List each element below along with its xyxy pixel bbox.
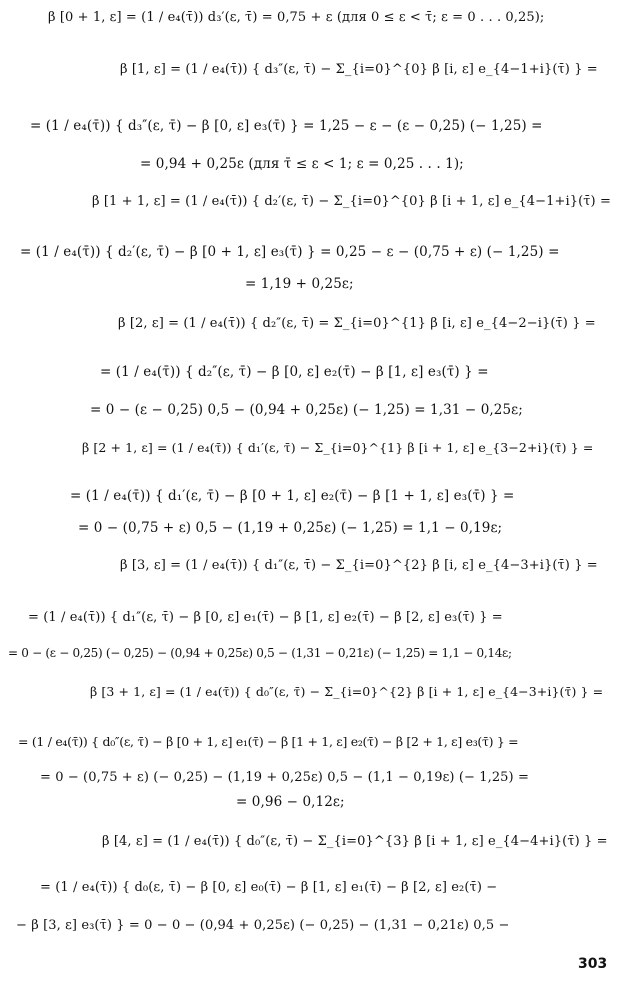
equation-line: = 0,96 − 0,12ε; <box>236 794 345 810</box>
equation-line: = (1 / e₄(τ̄)) { d₂′(ε, τ̄) − β [0 + 1, ε] e₃(τ̄) } = 0,25 − ε − (0,75 + ε) (− 1,25) = <box>20 244 560 260</box>
equation-line: β [2, ε] = (1 / e₄(τ̄)) { d₂″(ε, τ̄) = Σ_{i=0}^{1} β [i, ε] e_{4−2−i}(τ̄) } = <box>118 316 596 331</box>
page-number: 303 <box>578 956 608 972</box>
equation-line: − β [3, ε] e₃(τ̄) } = 0 − 0 − (0,94 + 0,25ε) (− 0,25) − (1,31 − 0,21ε) 0,5 − <box>16 918 510 933</box>
equation-line: = (1 / e₄(τ̄)) { d₀″(ε, τ̄) − β [0 + 1, ε] e₁(τ̄) − β [1 + 1, ε] e₂(τ̄) − β [2 + 1, ε] e₃(τ̄) } = <box>18 734 519 749</box>
equation-line: = 0 − (0,75 + ε) 0,5 − (1,19 + 0,25ε) (− 1,25) = 1,1 − 0,19ε; <box>78 520 503 536</box>
equation-line: = (1 / e₄(τ̄)) { d₃″(ε, τ̄) − β [0, ε] e₃(τ̄) } = 1,25 − ε − (ε − 0,25) (− 1,25) = <box>30 118 543 134</box>
equation-line: β [3 + 1, ε] = (1 / e₄(τ̄)) { d₀″(ε, τ̄) − Σ_{i=0}^{2} β [i + 1, ε] e_{4−3+i}(τ̄) } = <box>90 684 604 699</box>
equation-line: = 0 − (ε − 0,25) (− 0,25) − (0,94 + 0,25ε) 0,5 − (1,31 − 0,21ε) (− 1,25) = 1,1 − 0,14ε; <box>8 646 512 660</box>
equation-line: = 1,19 + 0,25ε; <box>245 276 354 292</box>
equation-line: = (1 / e₄(τ̄)) { d₁″(ε, τ̄) − β [0, ε] e₁(τ̄) − β [1, ε] e₂(τ̄) − β [2, ε] e₃(τ̄) } = <box>28 610 503 625</box>
equation-line: = 0 − (0,75 + ε) (− 0,25) − (1,19 + 0,25ε) 0,5 − (1,1 − 0,19ε) (− 1,25) = <box>40 770 529 785</box>
equation-line: = 0 − (ε − 0,25) 0,5 − (0,94 + 0,25ε) (− 1,25) = 1,31 − 0,25ε; <box>90 402 523 418</box>
equation-line: β [2 + 1, ε] = (1 / e₄(τ̄)) { d₁′(ε, τ̄) − Σ_{i=0}^{1} β [i + 1, ε] e_{3−2+i}(τ̄) } = <box>82 440 594 455</box>
equation-line: β [1 + 1, ε] = (1 / e₄(τ̄)) { d₂′(ε, τ̄) − Σ_{i=0}^{0} β [i + 1, ε] e_{4−1+i}(τ̄) = <box>92 194 611 209</box>
equation-line: β [3, ε] = (1 / e₄(τ̄)) { d₁″(ε, τ̄) − Σ_{i=0}^{2} β [i, ε] e_{4−3+i}(τ̄) } = <box>120 558 598 573</box>
equation-line: = (1 / e₄(τ̄)) { d₂″(ε, τ̄) − β [0, ε] e₂(τ̄) − β [1, ε] e₃(τ̄) } = <box>100 364 489 380</box>
equation-line: β [0 + 1, ε] = (1 / e₄(τ̄)) d₃′(ε, τ̄) = 0,75 + ε (для 0 ≤ ε < τ̄; ε = 0 . . . 0,25); <box>48 10 545 25</box>
equation-line: β [4, ε] = (1 / e₄(τ̄)) { d₀″(ε, τ̄) − Σ_{i=0}^{3} β [i + 1, ε] e_{4−4+i}(τ̄) } = <box>102 834 608 849</box>
equation-line: = 0,94 + 0,25ε (для τ̄ ≤ ε < 1; ε = 0,25 . . . 1); <box>140 156 464 172</box>
equation-line: = (1 / e₄(τ̄)) { d₁′(ε, τ̄) − β [0 + 1, ε] e₂(τ̄) − β [1 + 1, ε] e₃(τ̄) } = <box>70 488 515 504</box>
equation-line: = (1 / e₄(τ̄)) { d₀(ε, τ̄) − β [0, ε] e₀(τ̄) − β [1, ε] e₁(τ̄) − β [2, ε] e₂(τ̄) − <box>40 880 498 895</box>
equation-line: β [1, ε] = (1 / e₄(τ̄)) { d₃″(ε, τ̄) − Σ_{i=0}^{0} β [i, ε] e_{4−1+i}(τ̄) } = <box>120 62 598 77</box>
